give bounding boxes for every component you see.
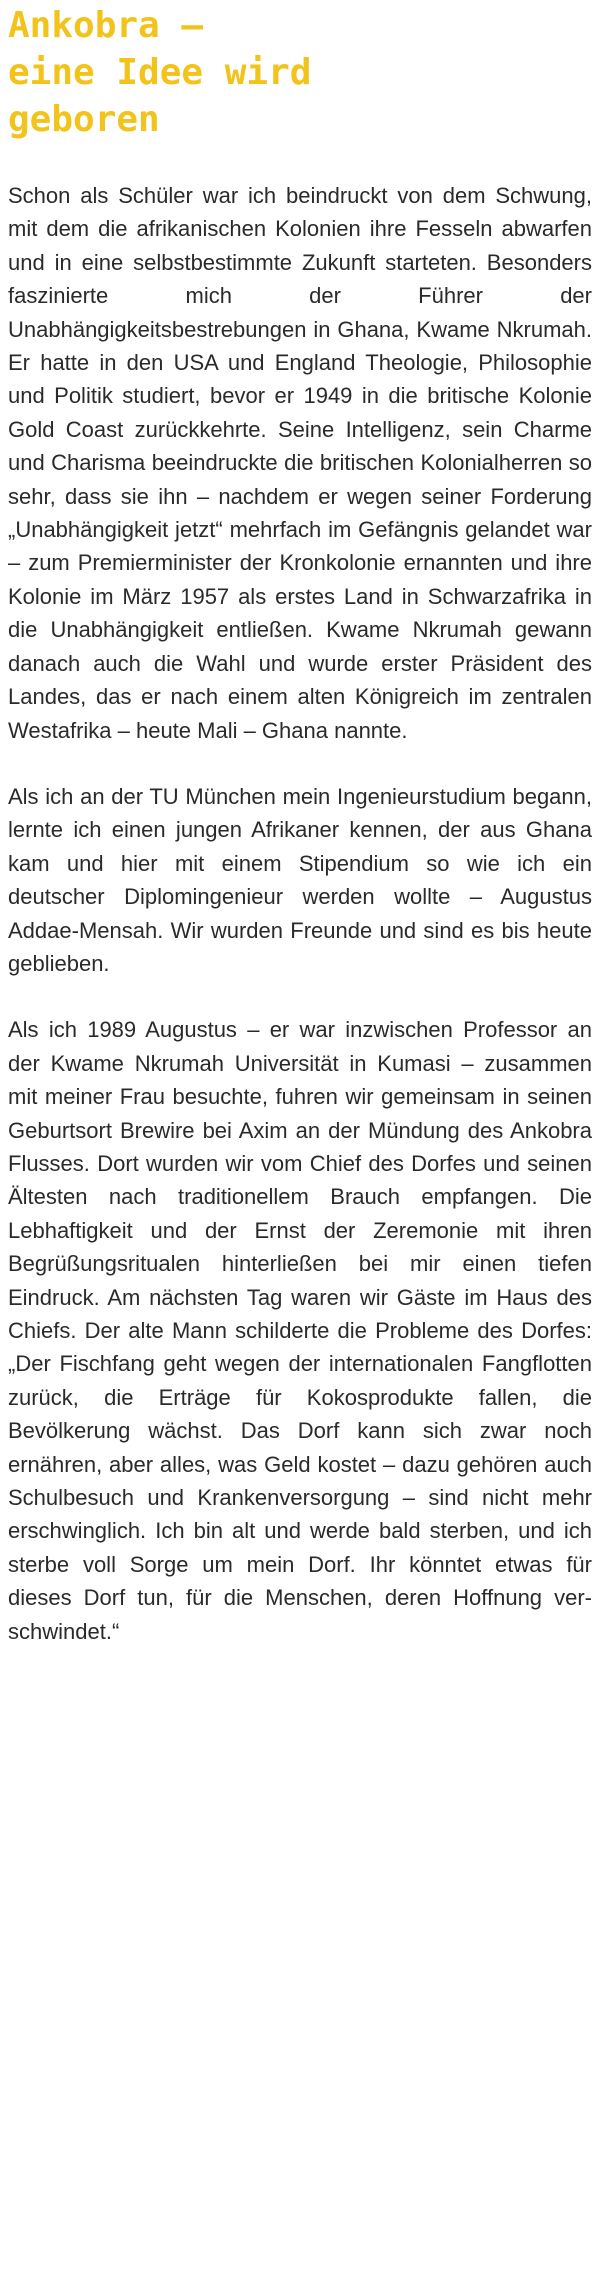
title-line-1: Ankobra – <box>8 5 204 46</box>
paragraph-1: Schon als Schüler war ich beindruckt von dem Schwung, mit dem die afrikanischen Kolonien ihre Fesseln abwarfen und in eine selbstbestimmte Zukunft starteten. Besonders faszinierte mich der Führer der Unabhängigkeitsbestrebungen in Ghana, Kwame Nkrumah. Er hatte in den USA und England Theologie, Philosophie und Politik studiert, bevor er 1949 in die britische Kolonie Gold Coast zurückkehrte. Seine Intelligenz, sein Charme und Charisma beeindruckte die britischen Kolonialherren so sehr, dass sie ihn – nachdem er wegen seiner Forderung „Unabhängigkeit jetzt“ mehrfach im Gefängnis gelandet war – zum Premierminister der Kronkolonie ernannten und ihre Kolonie im März 1957 als erstes Land in Schwarzafrika in die Unabhängigkeit entließen. Kwame Nkrumah gewann danach auch die Wahl und wurde erster Präsident des Landes, das er nach einem alten Königreich im zentralen Westafrika – heute Mali – Ghana nannte. <box>8 183 592 743</box>
page-title <box>8 0 592 143</box>
title-line-2: eine Idee wird <box>8 52 312 93</box>
article-body <box>8 179 592 1648</box>
paragraph-3: Als ich 1989 Augustus – er war inzwischen Professor an der Kwame Nkrumah Universität in Kumasi – zusammen mit meiner Frau besuchte, fuhren wir gemeinsam in seinen Geburtsort Brewire bei Axim an der Mündung des Ankobra Flusses. Dort wurden wir vom Chief des Dorfes und seinen Ältesten nach traditionellem Brauch empfangen. Die Lebhaftigkeit und der Ernst der Zeremonie mit ihren Begrüßungsritualen hinterließen bei mir einen tiefen Eindruck. Am nächsten Tag waren wir Gäste im Haus des Chiefs. Der alte Mann schilderte die Probleme des Dorfes: „Der Fischfang geht wegen der internationalen Fangflotten zurück, die Erträge für Kokosprodukte fallen, die Bevölkerung wächst. Das Dorf kann sich zwar noch ernähren, aber alles, was Geld kostet – dazu gehören auch Schulbesuch und Krankenversorgung – sind nicht mehr erschwinglich. Ich bin alt und werde bald sterben, und ich sterbe voll Sorge um mein Dorf. Ihr könntet etwas für dieses Dorf tun, für die Menschen, deren Hoffnung verschwindet.“ <box>8 1017 592 1644</box>
paragraph-2: Als ich an der TU München mein Ingenieurstudium begann, lernte ich einen jungen Afrikaner kennen, der aus Ghana kam und hier mit einem Stipendium so wie ich ein deutscher Diplomingenieur werden wollte – Augustus Addae-Mensah. Wir wurden Freunde und sind es bis heute geblieben. <box>8 783 592 976</box>
title-line-3: geboren <box>8 99 160 140</box>
